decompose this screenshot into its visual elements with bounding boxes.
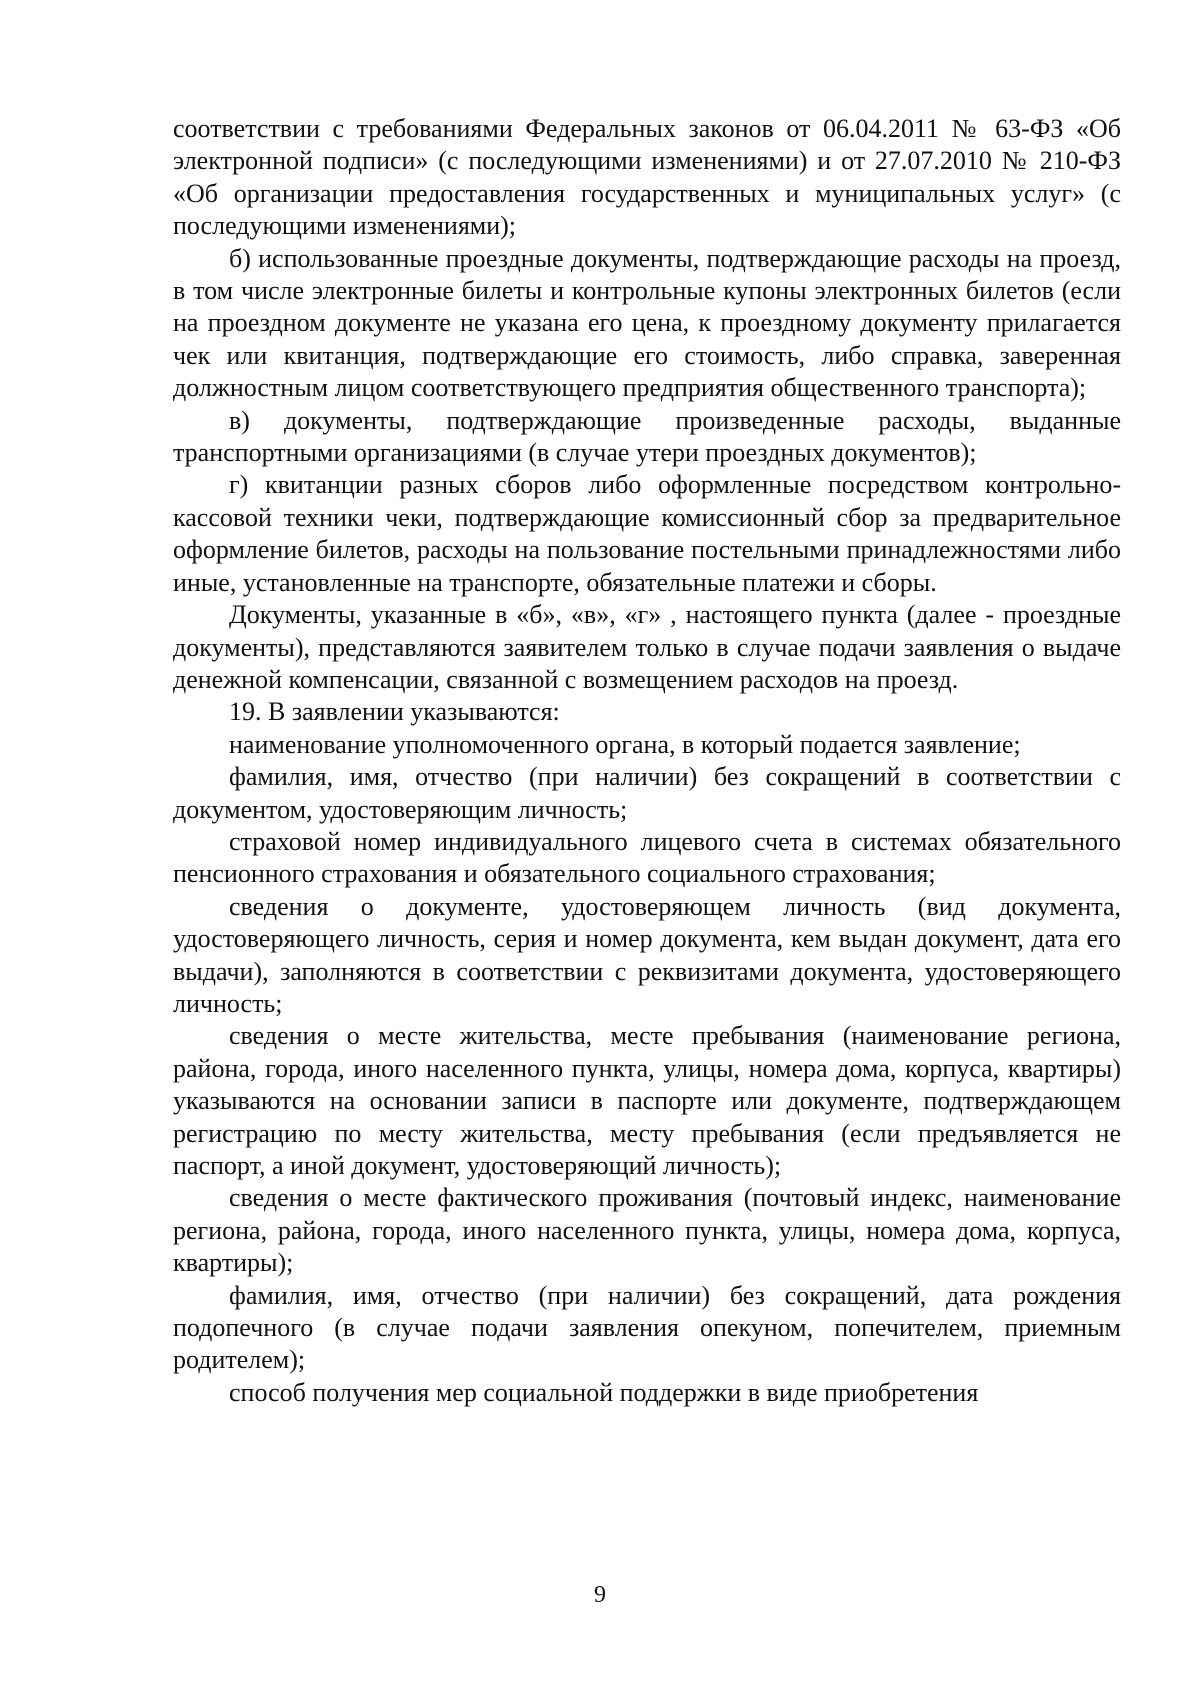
paragraph: наименование уполномоченного органа, в который подается заявление; (229, 729, 1021, 759)
paragraph: в) документы, подтверждающие произведенные расходы, выданные транспортными организациями (в случае утери проездных документов); (173, 405, 1121, 468)
paragraph: сведения о месте жительства, месте пребывания (наименование региона, района, города, иного населенного пункта, улицы, номера дома, корпуса, квартиры) указываются на основании записи в паспорте или документе, подтверждающем регистрацию по месту жительства, месту пребывания (если предъявляется не паспорт, а иной документ, удостоверяющий личность); (173, 1021, 1121, 1180)
paragraph: б) использованные проездные документы, подтверждающие расходы на проезд, в том числе электронные билеты и контрольные купоны электронных билетов (если на проездном документе не указана его цена, к проездному документу прилагается чек или квитанция, подтверждающие его стоимость, либо справка, заверенная должностным лицом соответствующего предприятия общественного транспорта); (173, 243, 1121, 403)
paragraph: 19. В заявлении указываются: (229, 697, 560, 727)
paragraph: фамилия, имя, отчество (при наличии) без сокращений, дата рождения подопечного (в случае подачи заявления опекуном, попечителем, приемным родителем); (173, 1280, 1121, 1375)
paragraph: г) квитанции разных сборов либо оформленные посредством контрольно-кассовой техники чеки, подтверждающие комиссионный сбор за предварительное оформление билетов, расходы на пользование постельными принадлежностями либо иные, установленные на транспорте, обязательные платежи и сборы. (173, 470, 1121, 597)
paragraph: способ получения мер социальной поддержки в виде приобретения (229, 1377, 979, 1407)
paragraph: сведения о месте фактического проживания (почтовый индекс, наименование региона, района, города, иного населенного пункта, улицы, номера дома, корпуса, квартиры); (173, 1183, 1121, 1278)
paragraph: страховой номер индивидуального лицевого счета в системах обязательного пенсионного страхования и обязательного социального страхования; (173, 826, 1121, 889)
document-body (173, 113, 1121, 1409)
page-number: 9 (594, 1582, 606, 1608)
paragraph: соответствии с требованиями Федеральных законов от 06.04.2011 № 63-ФЗ «Об электронной подписи» (с последующими изменениями) и от 27.07.2010 № 210-ФЗ «Об организации предоставления государственных и муниципальных услуг» (с последующими изменениями); (173, 114, 1121, 241)
paragraph: Документы, указанные в «б», «в», «г» , настоящего пункта (далее - проездные документы), представляются заявителем только в случае подачи заявления о выдаче денежной компенсации, связанной с возмещением расходов на проезд. (173, 600, 1121, 694)
paragraph: фамилия, имя, отчество (при наличии) без сокращений в соответствии с документом, удостоверяющим личность; (173, 762, 1121, 824)
paragraph: сведения о документе, удостоверяющем личность (вид документа, удостоверяющего личность, серия и номер документа, кем выдан документ, дата его выдачи), заполняются в соответствии с реквизитами документа, удостоверяющего личность; (173, 891, 1121, 1018)
